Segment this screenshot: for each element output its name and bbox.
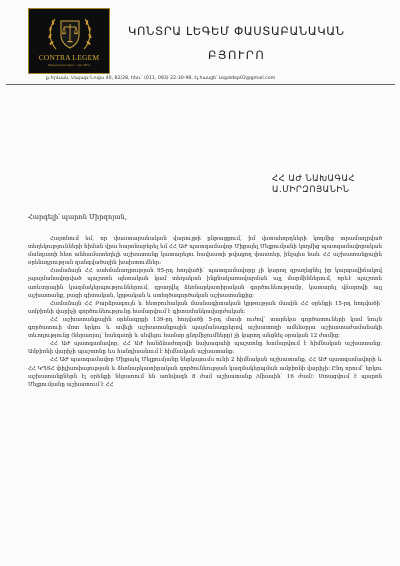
letter-body [28, 235, 382, 389]
contra-legem-logo [28, 8, 110, 74]
organization-name: ԿՈՆՏՐԱ ԼԵԳԵՄ ՓԱՍՏԱԲԱՆԱԿԱՆ [128, 24, 345, 38]
addressee-name: Ա.ՄԻՐԶՈՅԱՆԻՆ [272, 185, 350, 195]
body-paragraph: ՀՀ ԱԺ պատգամավոր Միքայել Մելքումյանը ներկայումս ունի 2 հիմնական աշխատանք, ՀՀ ԱԺ պատգամավորի և ՀՀ ԿՊՏՀ փիլիսոփայության և ձեռնարկատիրական գործունեության կազմակերպման ամբիոնի վարիչի: Ընդ որում՝ երկու աշխատանքներն էլ օրենքի ներառում են առնվազն 8 ժամ աշխատանք /միասին՝ 16 ժամ/: Ստացվում է պարոն Մելքումյանը աշխատում է ՀՀ [28, 357, 382, 388]
body-paragraph: Համաձայն ՀՀ սահմանադրության 95-րդ հոդվածի՝ պատգամավորը չի կարող զբաղեցնել իր կարգավիճակով չպայմանավորված պաշտոն պետական կամ տեղական ինքնակառավարման այլ մարմիններում, որևէ պաշտոն առևտրային կազմակերպություններում, զբաղվել ձեռնարկատիրական գործունեությամբ, կատարել վճարովի այլ աշխատանք, բացի գիտական, կրթական և ստեղծագործական աշխատանքից: [28, 268, 382, 299]
logo-tagline: Юридическое бюро · Law office [47, 64, 91, 67]
body-paragraph: Հայտնում եմ, որ փաստաբանական վարույթի ընթացքում, իմ վստահորդների կողմից տրամադրված տեղեկությունների հիման վրա հայտնաբերել եմ ՀՀ ԱԺ պատգամավոր Միքայել Մելքումյանի կողմից պատգամավորական մանդատի հետ անհամատեղելի աշխատանք կատարելու հավաստի թվացող փաստեր, ինչպես նաև ՀՀ աշխատանքային օրենսդրության զանգվածային խախտումներ: [28, 236, 382, 267]
header-divider [6, 84, 395, 85]
contact-line: ք.Երևան, Սայաթ-Նովա 40, 82/28, հեռ.՝ (011, 093) 22-30-98, էլ.հասցե՝ Legaldep02@gmail.com [46, 76, 276, 81]
body-paragraph: ՀՀ ԱԺ պատգամավոր, ՀՀ ԱԺ հանձնաժողովի նախագահի պաշտոնը համարվում է հիմնական աշխատանք: Ամբիոնի վարիչի պաշտոնը ևս հանդիսանում է հիմնական աշխատանք: [28, 341, 382, 356]
addressee-title: ՀՀ ԱԺ ՆԱԽԱԳԱՀ [272, 174, 356, 184]
salutation: Հարգելի՛ պարոն Միրզոյան, [28, 213, 127, 221]
body-paragraph: Համաձայն ՀՀ Բարձրագույն և հետբուհական մասնագիտական կրթության մասին ՀՀ օրենքի 15-րդ հոդվածի՝ ամբիոնի վարիչի գործունեությունը համարվում է գիտամանկավարժական: [28, 300, 382, 315]
logo-brand-text: CONTRA LEGEM [38, 53, 100, 62]
organization-subtitle: ԲՅՈՒՐՈ [208, 48, 266, 62]
body-paragraph: ՀՀ աշխատանքային օրենսգրքի 139-րդ հոդվածի 5-րդ մասի ուժով՝ տարեկա գործատուների կամ նույն գործատուի մոտ երկու և ավելի աշխատանքային պայմանագրերով աշխատողի ամենօրյա աշխատաժամանակի տևողությունը (ներառյալ՝ հանգստի և սնվելու համար ընդմիջումները) չի կարող անցնել օրական 12 ժամից: [28, 316, 382, 340]
